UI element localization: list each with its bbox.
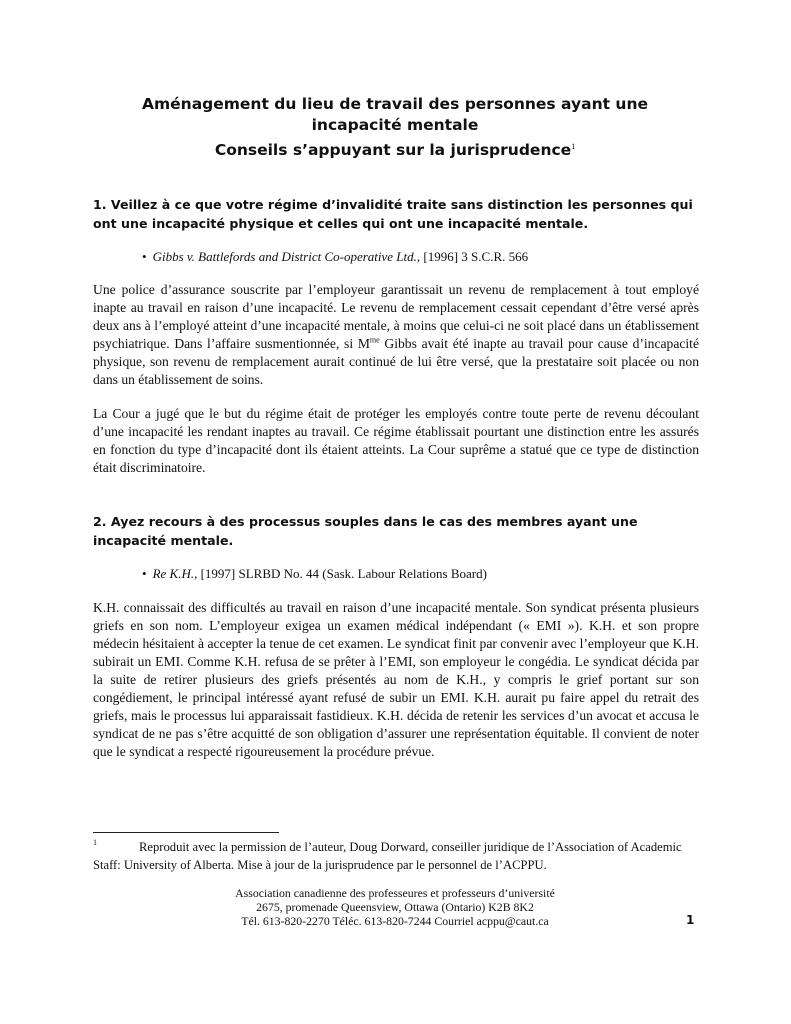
section-1-paragraph-1: [93, 281, 699, 389]
case-name: Re K.H.,: [152, 566, 198, 581]
footnote-text: Reproduit avec la permission de l’auteur, Doug Dorward, conseiller juridique de l’Association of Academic Staff: University of Alberta. Mise à jour de la jurisprudence par le personnel de l’ACPPU.: [93, 840, 682, 872]
title-line-1: Aménagement du lieu de travail des personnes ayant une: [142, 95, 648, 113]
document-title: [95, 94, 695, 161]
case-reference: [1997] SLRBD No. 44 (Sask. Labour Relations Board): [197, 566, 487, 581]
subtitle-text: Conseils s’appuyant sur la jurisprudence: [214, 141, 572, 160]
footnote-mark: 1: [93, 838, 97, 847]
page-number: 1: [686, 913, 695, 927]
section-1-citation: [142, 248, 528, 266]
section-1-heading: 1. Veillez à ce que votre régime d’invalidité traite sans distinction les personnes qui ont une incapacité physique et celles qui ont une incapacité mentale.: [93, 197, 693, 231]
section-2-citation: [142, 565, 487, 583]
title-line-2: incapacité mentale: [311, 116, 479, 134]
case-reference: [1996] 3 S.C.R. 566: [420, 249, 529, 264]
bullet-icon: •: [142, 566, 147, 581]
paragraph-text: Une police d’assurance souscrite par l’employeur garantissait un revenu de remplacement à tout employé inapte au travail en raison d’une incapacité. Le revenu de remplacement cessait cependant d’être versé après deux ans à l’employé atteint d’une incapacité mentale, à moins que celui-ci ne soit placé dans un établissement psychiatrique. Dans l’affaire susmentionnée, si M: [93, 282, 699, 351]
title-line-3: [95, 136, 695, 161]
case-name: Gibbs v. Battlefords and District Co-operative Ltd.,: [152, 249, 421, 264]
section-1-paragraph-2: La Cour a jugé que le but du régime était de protéger les employés contre toute perte de revenu découlant d’une incapacité les rendant inaptes au travail. Ce régime établissait pourtant une distinction entre les assurés en fonction du type d’incapacité dont ils étaient atteints. La Cour suprême a statué que ce type de distinction était discriminatoire.: [93, 406, 699, 475]
footnote: [93, 838, 699, 874]
section-2-heading: 2. Ayez recours à des processus souples dans le cas des membres ayant une incapacité mentale.: [93, 514, 638, 548]
bullet-icon: •: [142, 249, 147, 264]
paragraph-text: Gibbs avait été inapte au travail pour cause d’incapacité physique, son revenu de remplacement aurait continué de lui être versé, que la prestataire soit placée ou non dans un établissement de soins.: [93, 336, 699, 387]
footer-contact: Tél. 613-820-2270 Téléc. 613-820-7244 Courriel acppu@caut.ca: [241, 914, 549, 928]
page-footer: [150, 886, 640, 928]
superscript: me: [369, 335, 380, 345]
section-2-paragraph-1: K.H. connaissait des difficultés au travail en raison d’une incapacité mentale. Son syndicat présenta plusieurs griefs en son nom. L’employeur exigea un examen médical indépendant (« EMI »). K.H. et son propre médecin hésitaient à accepter la tenue de cet examen. Le syndicat finit par convenir avec l’employeur que K.H. subirait un EMI. Comme K.H. refusa de se prêter à l’EMI, son employeur le congédia. Le syndicat décida par la suite de retirer plusieurs des griefs présentés au nom de K.H., y compris le grief portant sur son congédiement, le principal intéressé ayant refusé de subir un EMI. K.H. aurait pu faire appel du retrait des griefs, mais le processus lui apparaissait fastidieux. K.H. décida de retenir les services d’un avocat et accusa le syndicat de ne pas s’être acquitté de son obligation d’assurer une représentation équitable. Il convient de noter que le syndicat a respecté rigoureusement la procédure prévue.: [93, 600, 699, 759]
footer-organization: Association canadienne des professeures et professeurs d’université: [235, 886, 555, 900]
footer-address: 2675, promenade Queensview, Ottawa (Ontario) K2B 8K2: [256, 900, 534, 914]
footnote-divider: [93, 832, 279, 833]
footnote-reference[interactable]: 1: [571, 142, 576, 151]
